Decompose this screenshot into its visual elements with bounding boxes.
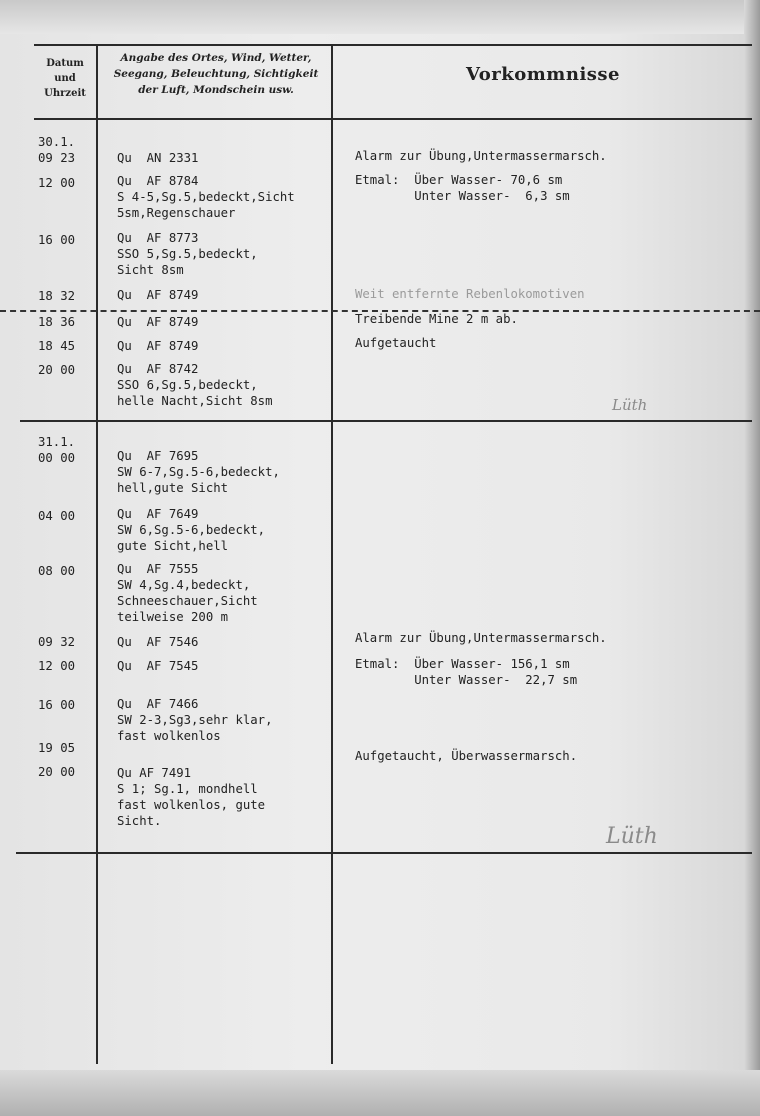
entry-time: 18 32 <box>38 289 76 303</box>
entry-position: Qu AF 7466 SW 2-3,Sg3,sehr klar, fast wolkenlos <box>117 697 273 743</box>
entry-time: 12 00 <box>38 659 76 673</box>
entry-event: Alarm zur Übung,Untermassermarsch. <box>355 149 607 163</box>
entry-position: Qu AF 7649 SW 6,Sg.5-6,bedeckt, gute Sicht,hell <box>117 507 266 553</box>
header-date-time: Datum und Uhrzeit <box>44 58 86 99</box>
day-separator-rule <box>20 420 752 422</box>
entry-date: 31.1. <box>38 435 76 449</box>
entry-event: Etmal: Über Wasser- 70,6 sm Unter Wasser- 6,3 sm <box>355 173 570 203</box>
entry-position: Qu AF 7545 <box>117 659 199 673</box>
entry-position: Qu AF 8749 <box>117 288 199 302</box>
entry-time: 16 00 <box>38 698 76 712</box>
signature: Lüth <box>612 396 648 414</box>
entry-event: Weit entfernte Rebenlokomotiven <box>355 287 585 301</box>
entry-time: 12 00 <box>38 176 76 190</box>
entry-time: 16 00 <box>38 233 76 247</box>
entry-position: Qu AF 8784 S 4-5,Sg.5,bedeckt,Sicht 5sm,Regenschauer <box>117 174 295 220</box>
table-end-rule <box>16 852 752 854</box>
column-divider-2 <box>331 44 333 1064</box>
entry-time: 20 00 <box>38 363 76 377</box>
entry-time: 08 00 <box>38 564 76 578</box>
entry-time: 00 00 <box>38 451 76 465</box>
page-bottom-edge <box>0 1070 760 1116</box>
entry-position: Qu AF 8749 <box>117 339 199 353</box>
entry-position: Qu AF 7695 SW 6-7,Sg.5-6,bedeckt, hell,gute Sicht <box>117 449 280 495</box>
entry-event: Alarm zur Übung,Untermassermarsch. <box>355 631 607 645</box>
entry-event: Aufgetaucht, Überwassermarsch. <box>355 749 578 763</box>
entry-time: 20 00 <box>38 765 76 779</box>
entry-time: 18 36 <box>38 315 76 329</box>
entry-event: Aufgetaucht <box>355 336 437 350</box>
entry-time: 18 45 <box>38 339 76 353</box>
header-events: Vorkommnisse <box>465 64 621 85</box>
entry-date: 30.1. <box>38 135 76 149</box>
entry-event: Treibende Mine 2 m ab. <box>355 312 518 326</box>
table-top-rule <box>34 44 752 46</box>
entry-position: Qu AF 8773 SSO 5,Sg.5,bedeckt, Sicht 8sm <box>117 231 258 277</box>
entry-event: Etmal: Über Wasser- 156,1 sm Unter Wasser- 22,7 sm <box>355 657 578 687</box>
header-location-conditions: Angabe des Ortes, Wind, Wetter, Seegang, Beleuchtung, Sichtigkeit der Luft, Mondschein usw. <box>113 52 319 96</box>
entry-position: Qu AN 2331 <box>117 151 199 165</box>
entry-time: 09 32 <box>38 635 76 649</box>
column-divider-1 <box>96 44 98 1064</box>
entry-position: Qu AF 7555 SW 4,Sg.4,bedeckt, Schneeschauer,Sicht teilweise 200 m <box>117 562 258 624</box>
page-top-edge <box>0 0 760 34</box>
entry-time: 19 05 <box>38 741 76 755</box>
entry-time: 09 23 <box>38 151 76 165</box>
entry-time: 04 00 <box>38 509 76 523</box>
header-bottom-rule <box>34 118 752 120</box>
entry-position: Qu AF 7491 S 1; Sg.1, mondhell fast wolkenlos, gute Sicht. <box>117 766 266 828</box>
signature: Lüth <box>606 824 658 849</box>
entry-position: Qu AF 8749 <box>117 315 199 329</box>
entry-position: Qu AF 7546 <box>117 635 199 649</box>
page-right-edge <box>744 0 760 1116</box>
entry-position: Qu AF 8742 SSO 6,Sg.5,bedeckt, helle Nacht,Sicht 8sm <box>117 362 273 408</box>
